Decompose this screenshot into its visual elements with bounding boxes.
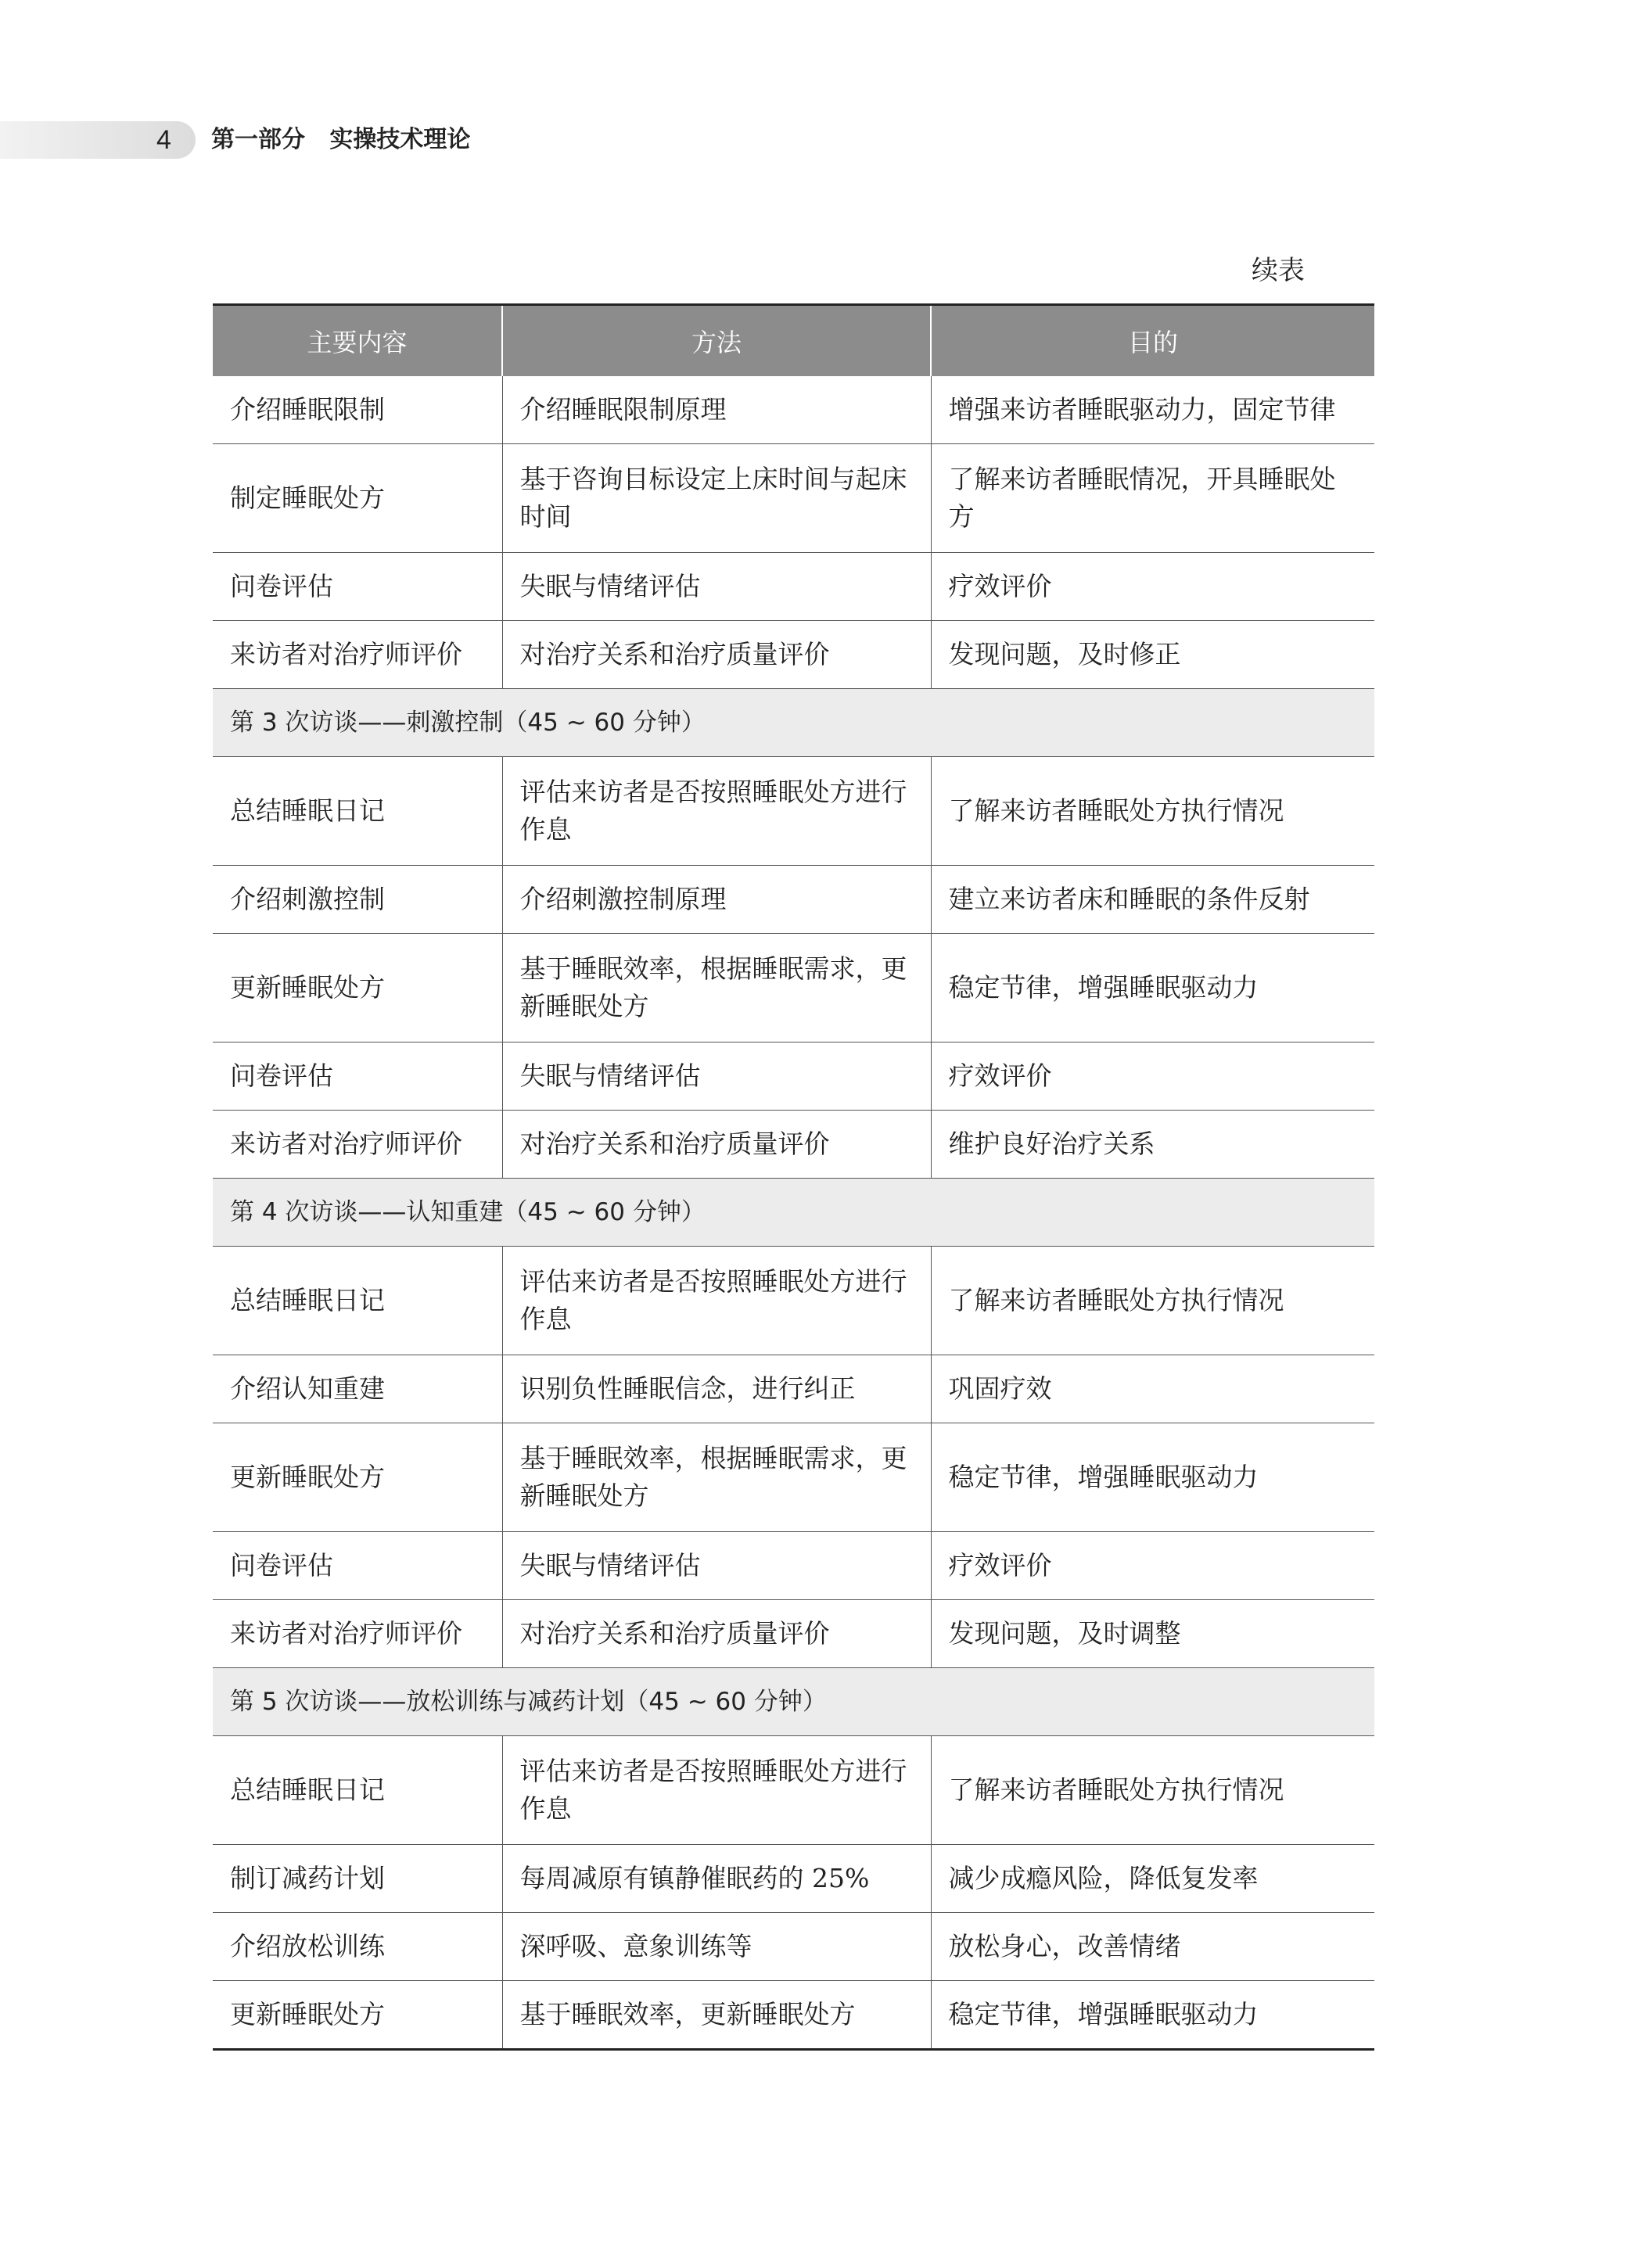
cell-purpose: 发现问题，及时调整: [931, 1600, 1374, 1668]
table-row: [213, 1355, 1374, 1423]
cell-method: 每周减原有镇静催眠药的 25%: [502, 1845, 931, 1913]
cell-content: 制定睡眠处方: [213, 444, 502, 553]
table-row: [213, 1423, 1374, 1532]
cell-purpose: 了解来访者睡眠处方执行情况: [931, 1247, 1374, 1355]
cell-content: 介绍睡眠限制: [213, 376, 502, 444]
section-title: 第 3 次访谈——刺激控制（45 ~ 60 分钟）: [213, 689, 1374, 757]
cell-method: 失眠与情绪评估: [502, 1042, 931, 1111]
cell-purpose: 疗效评价: [931, 1532, 1374, 1600]
cell-method: 评估来访者是否按照睡眠处方进行作息: [502, 1247, 931, 1355]
cell-purpose: 增强来访者睡眠驱动力，固定节律: [931, 376, 1374, 444]
table-row: [213, 866, 1374, 934]
cell-method: 识别负性睡眠信念，进行纠正: [502, 1355, 931, 1423]
cell-method: 对治疗关系和治疗质量评价: [502, 621, 931, 689]
cell-purpose: 疗效评价: [931, 553, 1374, 621]
table-row: [213, 1981, 1374, 2050]
section-title: 第 5 次访谈——放松训练与减药计划（45 ~ 60 分钟）: [213, 1668, 1374, 1736]
session-plan-table: [213, 303, 1374, 2051]
cell-method: 失眠与情绪评估: [502, 1532, 931, 1600]
table-row: [213, 621, 1374, 689]
table-row: [213, 444, 1374, 553]
cell-purpose: 疗效评价: [931, 1042, 1374, 1111]
cell-content: 问卷评估: [213, 1532, 502, 1600]
cell-purpose: 巩固疗效: [931, 1355, 1374, 1423]
cell-method: 基于咨询目标设定上床时间与起床时间: [502, 444, 931, 553]
cell-purpose: 了解来访者睡眠处方执行情况: [931, 757, 1374, 866]
section-row: [213, 689, 1374, 757]
cell-purpose: 稳定节律，增强睡眠驱动力: [931, 1423, 1374, 1532]
cell-content: 介绍认知重建: [213, 1355, 502, 1423]
cell-purpose: 减少成瘾风险，降低复发率: [931, 1845, 1374, 1913]
table-row: [213, 1913, 1374, 1981]
cell-purpose: 建立来访者床和睡眠的条件反射: [931, 866, 1374, 934]
cell-method: 深呼吸、意象训练等: [502, 1913, 931, 1981]
cell-content: 总结睡眠日记: [213, 1247, 502, 1355]
cell-method: 基于睡眠效率，更新睡眠处方: [502, 1981, 931, 2050]
running-head: 第一部分 实操技术理论: [211, 126, 471, 153]
cell-content: 来访者对治疗师评价: [213, 1600, 502, 1668]
cell-content: 来访者对治疗师评价: [213, 621, 502, 689]
cell-content: 制订减药计划: [213, 1845, 502, 1913]
table-body: [213, 376, 1374, 2050]
cell-content: 介绍刺激控制: [213, 866, 502, 934]
column-header-purpose: 目的: [931, 305, 1374, 377]
table-row: [213, 757, 1374, 866]
column-header-content: 主要内容: [213, 305, 502, 377]
table-row: [213, 1736, 1374, 1845]
cell-content: 问卷评估: [213, 1042, 502, 1111]
table-row: [213, 1845, 1374, 1913]
page-number: 4: [156, 125, 171, 155]
continued-label: 续表: [1252, 255, 1305, 286]
cell-method: 对治疗关系和治疗质量评价: [502, 1600, 931, 1668]
cell-method: 介绍睡眠限制原理: [502, 376, 931, 444]
table-row: [213, 376, 1374, 444]
cell-method: 对治疗关系和治疗质量评价: [502, 1111, 931, 1179]
cell-content: 更新睡眠处方: [213, 1423, 502, 1532]
section-row: [213, 1179, 1374, 1247]
cell-content: 来访者对治疗师评价: [213, 1111, 502, 1179]
cell-content: 问卷评估: [213, 553, 502, 621]
cell-method: 介绍刺激控制原理: [502, 866, 931, 934]
cell-purpose: 了解来访者睡眠情况，开具睡眠处方: [931, 444, 1374, 553]
cell-content: 介绍放松训练: [213, 1913, 502, 1981]
cell-purpose: 了解来访者睡眠处方执行情况: [931, 1736, 1374, 1845]
cell-method: 基于睡眠效率，根据睡眠需求，更新睡眠处方: [502, 1423, 931, 1532]
cell-method: 基于睡眠效率，根据睡眠需求，更新睡眠处方: [502, 934, 931, 1042]
table-row: [213, 1532, 1374, 1600]
cell-purpose: 维护良好治疗关系: [931, 1111, 1374, 1179]
cell-content: 更新睡眠处方: [230, 1999, 385, 2029]
cell-purpose: 发现问题，及时修正: [931, 621, 1374, 689]
table-row: [213, 1111, 1374, 1179]
table-row: [213, 1042, 1374, 1111]
cell-method: 评估来访者是否按照睡眠处方进行作息: [502, 1736, 931, 1845]
cell-purpose: 稳定节律，增强睡眠驱动力: [931, 1981, 1374, 2050]
table-row: [213, 1247, 1374, 1355]
cell-purpose: 放松身心，改善情绪: [931, 1913, 1374, 1981]
cell-purpose: 稳定节律，增强睡眠驱动力: [931, 934, 1374, 1042]
table-row: [213, 553, 1374, 621]
table-row: [213, 934, 1374, 1042]
section-row: [213, 1668, 1374, 1736]
cell-method: 评估来访者是否按照睡眠处方进行作息: [502, 757, 931, 866]
cell-content: 总结睡眠日记: [213, 757, 502, 866]
cell-content: 总结睡眠日记: [213, 1736, 502, 1845]
column-header-method: 方法: [502, 305, 931, 377]
section-title: 第 4 次访谈——认知重建（45 ~ 60 分钟）: [213, 1179, 1374, 1247]
table-row: [213, 1600, 1374, 1668]
cell-method: 失眠与情绪评估: [502, 553, 931, 621]
cell-content: 更新睡眠处方: [213, 934, 502, 1042]
table-header-row: [213, 305, 1374, 377]
